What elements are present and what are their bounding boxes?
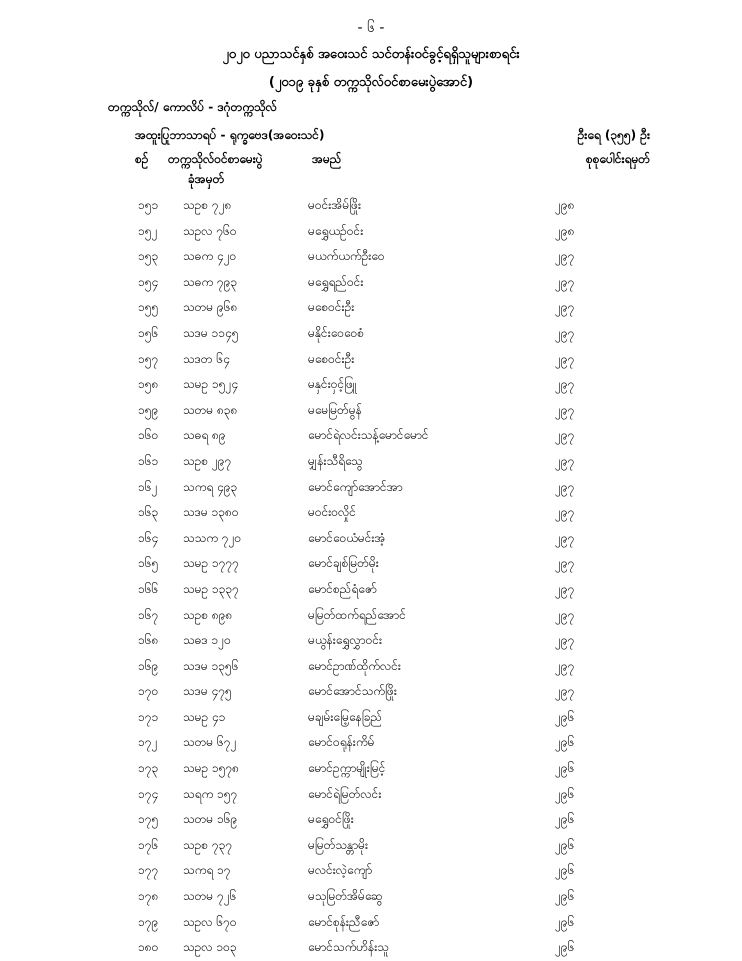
row-number: ၁၆၉	[138, 658, 159, 673]
row-number: ၁၆၁	[138, 453, 159, 468]
row-number: ၁၅၆	[138, 325, 159, 340]
page-number: - ၆ -	[357, 20, 385, 36]
table-row	[0, 270, 742, 296]
row-number: ၁၆၈	[138, 633, 159, 648]
table-row	[0, 628, 742, 654]
total-mark: ၂၉၇	[555, 479, 575, 494]
total-mark: ၂၉၇	[555, 453, 575, 468]
table-row	[0, 475, 742, 501]
total-count: ဦးရေ (၃၅၅) ဦး	[577, 128, 650, 142]
student-name: မမြတ်သန္တာမိုး	[308, 837, 369, 852]
table-row	[0, 321, 742, 347]
student-name: မနိုင်းဝေဝေစံ	[308, 325, 365, 340]
roll-number: သဓက ၇၉၃	[183, 274, 238, 289]
results-table	[0, 193, 742, 961]
row-number: ၁၈၀	[138, 940, 159, 955]
student-name: မမေမြတ်မွန်	[308, 402, 362, 417]
total-mark: ၂၉၇	[555, 325, 575, 340]
row-number: ၁၆၀	[138, 428, 159, 443]
student-name: မဝင်းအိမ်ဖြိုး	[308, 198, 362, 212]
total-mark: ၂၉၆	[555, 761, 575, 776]
student-name: မောင်ဥာဏ်ထိုက်လင်း	[308, 658, 401, 673]
total-mark: ၂၉၇	[555, 607, 575, 622]
student-name: မောင်ရဲလင်းသန့်မောင်မောင်	[308, 428, 429, 443]
roll-number: သမဥ ၁၃၃၇	[183, 581, 239, 596]
roll-number: သဥစ ၇၃၇	[183, 837, 233, 852]
total-mark: ၂၉၇	[555, 402, 575, 417]
table-row	[0, 679, 742, 705]
student-name: မောင်အောင်သက်ဖြိုး	[308, 684, 397, 699]
row-number: ၁၇၀	[138, 684, 159, 699]
table-row	[0, 782, 742, 808]
total-mark: ၂၉၇	[555, 556, 575, 571]
roll-number: သတမ ၉၆၈	[183, 300, 238, 315]
table-row	[0, 500, 742, 526]
total-mark: ၂၉၇	[555, 351, 575, 366]
row-number: ၁၅၁	[138, 198, 159, 212]
row-number: ၁၅၉	[138, 402, 159, 417]
student-name: မရွှေယဉ်ဝင်း	[308, 223, 364, 238]
total-mark: ၂၉၆	[555, 889, 575, 904]
roll-number: သတမ ၆၇၂	[183, 735, 237, 750]
row-number: ၁၆၆	[138, 581, 159, 596]
roll-number: သဒမ ၄၇၅	[183, 684, 232, 699]
row-number: ၁၇၄	[138, 786, 159, 801]
roll-number: သဓက ၄၂၀	[183, 249, 237, 264]
student-name: မောင်ရဲမြတ်လင်း	[308, 786, 382, 801]
row-number: ၁၇၇	[138, 863, 159, 878]
table-row	[0, 705, 742, 731]
document-title: ၂၀၂၀ ပညာသင်နှစ် အဝေးသင် သင်တန်းဝင်ခွင့်ရရှိသူများစာရင်း	[222, 47, 520, 62]
row-number: ၁၆၄	[138, 530, 159, 545]
table-row	[0, 654, 742, 680]
total-mark: ၂၉၆	[555, 812, 575, 827]
student-name: မချမ်းမြေ့နေခြည်	[308, 709, 383, 724]
table-row	[0, 372, 742, 398]
total-mark: ၂၉၇	[555, 633, 575, 648]
roll-number: သဒမ ၁၁၄၅	[183, 325, 239, 340]
document-subtitle: (၂၀၁၉ ခုနှစ် တက္ကသိုလ်ဝင်စာမေးပွဲအောင်)	[268, 75, 474, 90]
roll-number: သဥစ ၈၉၈	[183, 607, 233, 622]
column-header-mark: စုစုပေါင်းရမှတ်	[585, 152, 650, 166]
total-mark: ၂၉၇	[555, 505, 575, 520]
student-name: မမြတ်ထက်ရည်အောင်	[308, 607, 406, 622]
column-header-name: အမည်	[312, 152, 342, 166]
total-mark: ၂၉၇	[555, 530, 575, 545]
column-header-roll: တက္ကသိုလ်ဝင်စာမေးပွဲ	[168, 152, 263, 166]
student-name: မလင်းလဲ့ကျော်	[308, 863, 373, 878]
row-number: ၁၆၃	[138, 505, 159, 520]
student-name: မသုမြတ်အိမ်ဆွေ	[308, 889, 383, 904]
roll-number: သဒမ ၁၃၅၆	[183, 658, 239, 673]
student-name: မနှင်းဝှင့်ဖြူ	[308, 377, 357, 392]
total-mark: ၂၉၆	[555, 709, 575, 724]
student-name: မောင်ဥက္ကာမျိုးမြင့်	[308, 761, 386, 776]
table-row	[0, 398, 742, 424]
table-row	[0, 756, 742, 782]
student-name: မစေဝင်းဦး	[308, 300, 355, 315]
total-mark: ၂၉၆	[555, 735, 575, 750]
table-row	[0, 423, 742, 449]
table-row	[0, 295, 742, 321]
roll-number: သမဥ ၄၁	[183, 709, 226, 724]
table-row	[0, 347, 742, 373]
table-row	[0, 858, 742, 884]
total-mark: ၂၉၇	[555, 377, 575, 392]
roll-number: သဒတ ၆၄	[183, 351, 230, 366]
row-number: ၁၇၅	[138, 812, 159, 827]
university-line: တက္ကသိုလ်/ ကောလိပ် - ဒဂုံတက္ကသိုလ်	[108, 100, 277, 114]
row-number: ၁၇၂	[138, 735, 158, 750]
total-mark: ၂၉၇	[555, 249, 575, 264]
total-mark: ၂၉၆	[555, 786, 575, 801]
student-name: မရွှေရည်ဝင်း	[308, 274, 364, 289]
row-number: ၁၅၄	[138, 274, 159, 289]
student-name: မောင်စည်ရံဇော်	[308, 581, 377, 596]
student-name: မစေဝင်းဦး	[308, 351, 355, 366]
roll-number: သဥစ ၇၂၈	[183, 198, 232, 212]
row-number: ၁၆၂	[138, 479, 158, 494]
total-mark: ၂၉၇	[555, 658, 575, 673]
row-number: ၁၇၉	[138, 914, 159, 929]
roll-number: သကရ ၄၉၃	[183, 479, 238, 494]
table-row	[0, 577, 742, 603]
roll-number: သတမ ၈၃၈	[183, 402, 238, 417]
table-row	[0, 730, 742, 756]
table-row	[0, 935, 742, 961]
roll-number: သဓရ ၈၉	[183, 428, 226, 443]
row-number: ၁၇၁	[138, 709, 159, 724]
total-mark: ၂၉၆	[555, 863, 575, 878]
roll-number: သတမ ၁၆၉	[183, 812, 238, 827]
total-mark: ၂၉၇	[555, 428, 575, 443]
student-name: မောင်ချစ်မြတ်မိုး	[308, 556, 379, 571]
student-name: မောင်ကျော်အောင်အာ	[308, 479, 403, 494]
student-name: မယက်ယက်ဦးဝေ	[308, 249, 385, 264]
row-number: ၁၇၈	[138, 889, 159, 904]
table-row	[0, 833, 742, 859]
roll-number: သတမ ၇၂၆	[183, 889, 237, 904]
roll-number: သမဥ ၁၇၇၇	[183, 556, 239, 571]
total-mark: ၂၉၇	[555, 684, 575, 699]
total-mark: ၂၉၆	[555, 940, 575, 955]
student-name: မောင်ဝရုန်းကိမ်	[308, 735, 375, 750]
roll-number: သရက ၁၅၇	[183, 786, 238, 801]
row-number: ၁၅၃	[138, 249, 159, 264]
row-number: ၁၆၇	[138, 607, 159, 622]
student-name: မောင်သက်ဟိန်းသူ	[308, 940, 389, 955]
student-name: မောင်စုန်းညီဇော်	[308, 914, 380, 929]
total-mark: ၂၉၇	[555, 274, 575, 289]
roll-number: သဥလ ၇၆၀	[183, 223, 237, 238]
subject-line: အထူးပြုဘာသာရပ် - ရုက္ခဗေဒ(အဝေးသင်)	[135, 128, 325, 142]
row-number: ၁၅၂	[138, 223, 158, 238]
table-row	[0, 219, 742, 245]
table-row	[0, 807, 742, 833]
student-name: မောင်ဝေယံမင်းအံ့	[308, 530, 386, 545]
roll-number: သဓဒ ၁၂၀	[183, 633, 231, 648]
total-mark: ၂၉၆	[555, 914, 575, 929]
total-mark: ၂၉၈	[555, 223, 575, 238]
roll-number: သမဥ ၁၅၇၈	[183, 761, 240, 776]
table-row	[0, 884, 742, 910]
roll-number: သဒမ ၁၃၈၀	[183, 505, 239, 520]
column-header-roll-line2: ခုံအမှတ်	[188, 172, 225, 186]
table-row	[0, 526, 742, 552]
roll-number: သဥလ ၁၀၃	[183, 940, 237, 955]
row-number: ၁၅၈	[138, 377, 159, 392]
student-name: မရွှေဝင်ဖြိုး	[308, 812, 354, 827]
table-row	[0, 449, 742, 475]
row-number: ၁၆၅	[138, 556, 159, 571]
row-number: ၁၅၅	[138, 300, 159, 315]
roll-number: သကရ ၁၇	[183, 863, 231, 878]
student-name: မဝင်းဝလှိုင်	[308, 505, 356, 520]
table-row	[0, 244, 742, 270]
table-row	[0, 603, 742, 629]
column-header-no: စဉ်	[135, 152, 149, 166]
student-name: မယွန်းရွှေလွှာဝင်း	[308, 633, 383, 648]
roll-number: သဥစ ၂၉၇	[183, 453, 232, 468]
student-name: မျှန်းသီရိသွေ	[308, 453, 363, 468]
total-mark: ၂၉၇	[555, 581, 575, 596]
table-row	[0, 551, 742, 577]
row-number: ၁၅၇	[138, 351, 159, 366]
row-number: ၁၇၃	[138, 761, 159, 776]
total-mark: ၂၉၈	[555, 198, 575, 212]
row-number: ၁၇၆	[138, 837, 159, 852]
roll-number: သမဥ ၁၅၂၄	[183, 377, 239, 392]
table-row	[0, 910, 742, 936]
total-mark: ၂၉၇	[555, 300, 575, 315]
roll-number: သဥလ ၆၇၀	[183, 914, 237, 929]
total-mark: ၂၉၆	[555, 837, 575, 852]
roll-number: သသက ၇၂၀	[183, 530, 242, 545]
table-row	[0, 193, 742, 219]
